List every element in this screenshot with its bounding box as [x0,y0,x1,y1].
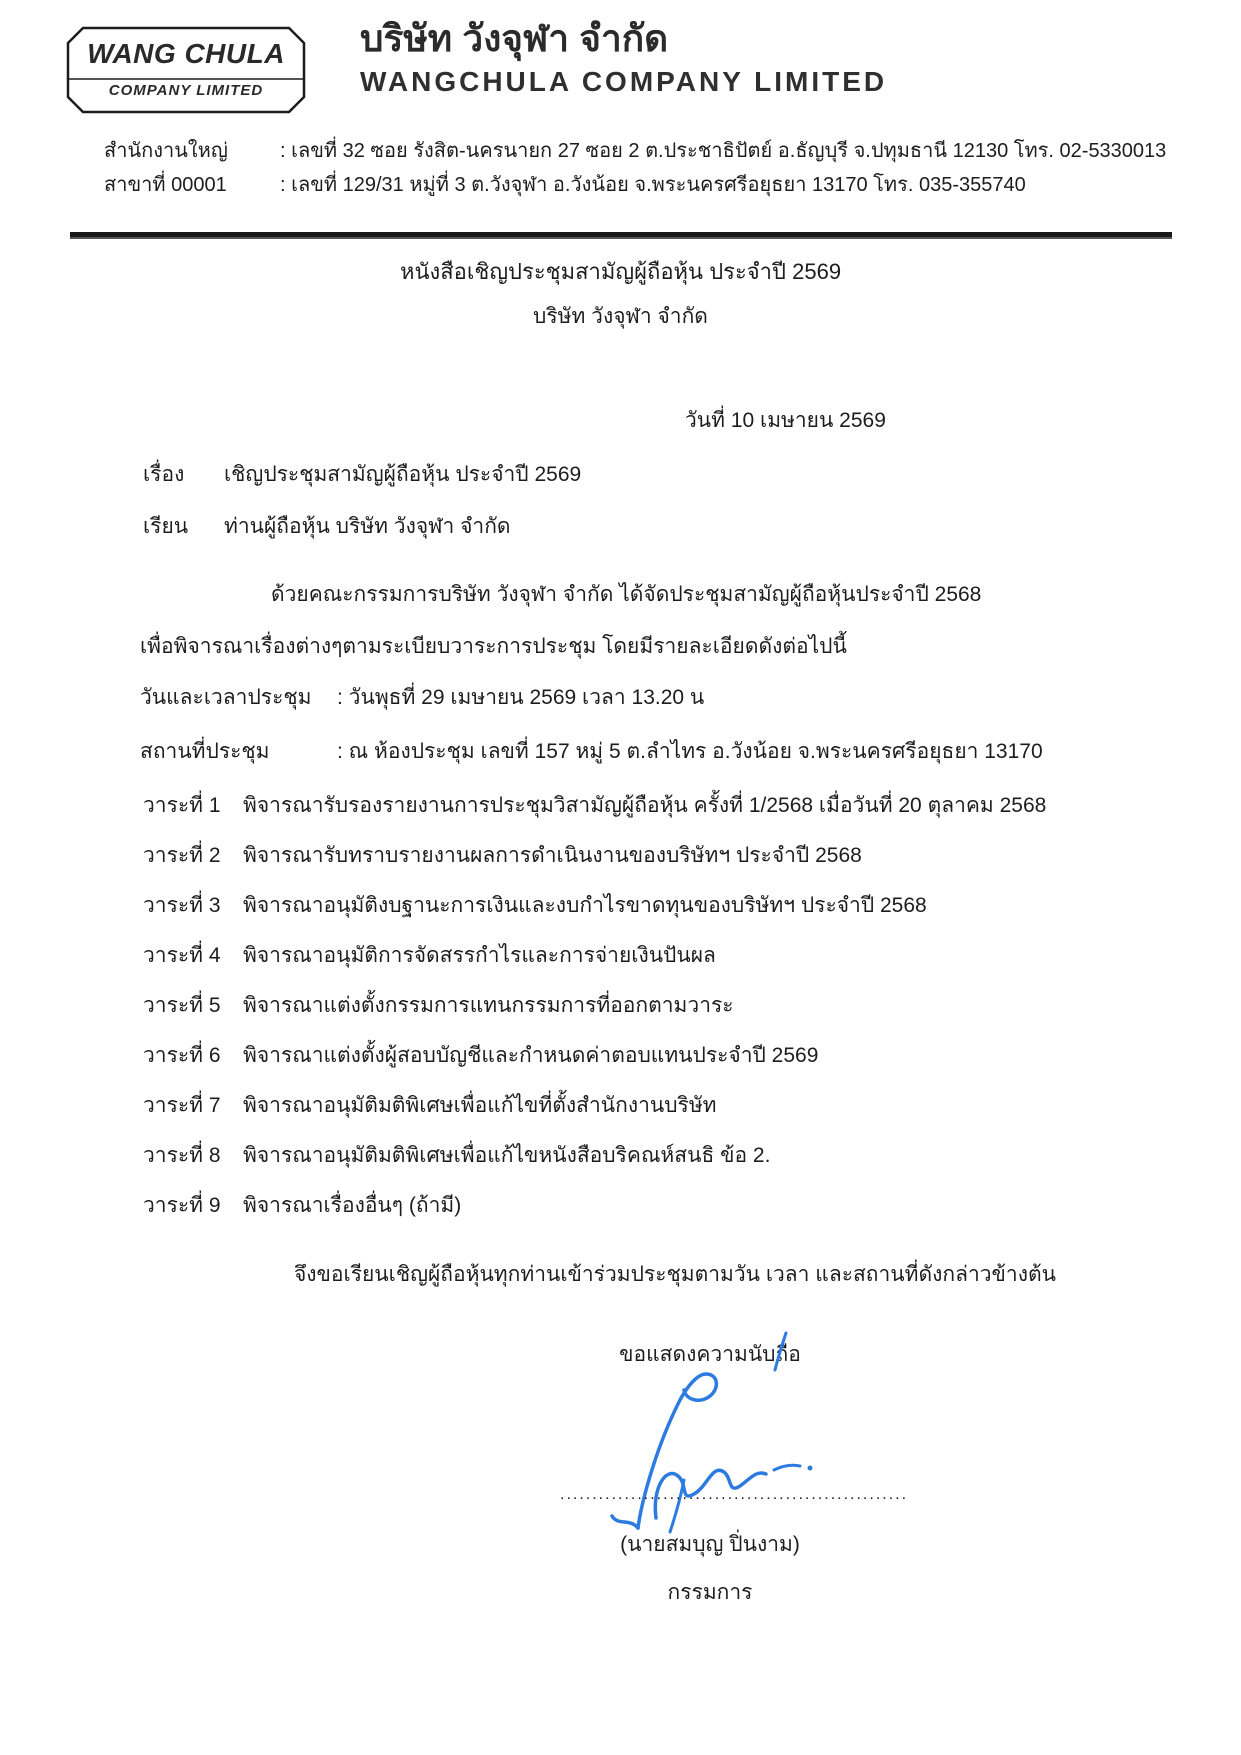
agenda-item [143,1191,1046,1221]
agenda-item-text: พิจารณารับรองรายงานการประชุมวิสามัญผู้ถือหุ้น ครั้งที่ 1/2568 เมื่อวันที่ 20 ตุลาคม 2568 [243,794,1047,817]
agenda-item-label: วาระที่ 4 [143,944,221,967]
letterhead [360,18,887,98]
addressee-value: ท่านผู้ถือหุ้น บริษัท วังจุฬา จำกัด [224,515,511,538]
subject-row [143,460,581,490]
logo-text-company-limited: COMPANY LIMITED [108,82,264,99]
closing-line: จึงขอเรียนเชิญผู้ถือหุ้นทุกท่านเข้าร่วมประชุมตามวัน เวลา และสถานที่ดังกล่าวข้างต้น [294,1263,1056,1286]
subject-label: เรื่อง [143,463,185,486]
meeting-venue-value: : ณ ห้องประชุม เลขที่ 157 หมู่ 5 ต.ลำไทร อ.วังน้อย จ.พระนครศรีอยุธยา 13170 [337,740,1043,763]
agenda-item [143,991,1046,1021]
company-name-english: WANGCHULA COMPANY LIMITED [360,66,888,97]
meeting-venue-row [140,737,1043,767]
branch-value: : เลขที่ 129/31 หมู่ที่ 3 ต.วังจุฬา อ.วังน้อย จ.พระนครศรีอยุธยา 13170 โทร. 035-355740 [280,174,1026,196]
meeting-datetime-value: : วันพุธที่ 29 เมษายน 2569 เวลา 13.20 น [337,686,705,709]
agenda-item-text: พิจารณาอนุมัติการจัดสรรกำไรและการจ่ายเงินปันผล [243,944,716,967]
header-divider-rule [70,232,1172,239]
branch-label: สาขาที่ 00001 [104,174,227,196]
agenda-item [143,1041,1046,1071]
agenda-item-label: วาระที่ 5 [143,994,221,1017]
agenda-item-label: วาระที่ 6 [143,1044,221,1067]
agenda-item-text: พิจารณาอนุมัติมติพิเศษเพื่อแก้ไขที่ตั้งสำนักงานบริษัท [243,1094,717,1117]
head-office-address-row [104,138,1166,164]
agenda-item [143,941,1046,971]
addressee-label: เรียน [143,515,189,538]
agenda-item-label: วาระที่ 8 [143,1144,221,1167]
document-title: หนังสือเชิญประชุมสามัญผู้ถือหุ้น ประจำปี 2569 [399,259,842,284]
head-office-value: : เลขที่ 32 ซอย รังสิต-นครนายก 27 ซอย 2 ต.ประชาธิปัตย์ อ.ธัญบุรี จ.ปทุมธานี 12130 โทร. 02-5330013 [280,140,1167,162]
intro-line-1: ด้วยคณะกรรมการบริษัท วังจุฬา จำกัด ได้จัดประชุมสามัญผู้ถือหุ้นประจำปี 2568 [271,583,982,606]
company-logo [66,26,306,114]
agenda-list [143,791,1046,1241]
branch-address-row [104,172,1026,198]
agenda-item-text: พิจารณาอนุมัติงบฐานะการเงินและงบกำไรขาดทุนของบริษัทฯ ประจำปี 2568 [243,894,927,917]
agenda-item [143,791,1046,821]
agenda-item [143,1091,1046,1121]
agenda-item [143,891,1046,921]
agenda-item-label: วาระที่ 7 [143,1094,221,1117]
agenda-item-label: วาระที่ 9 [143,1194,221,1217]
company-name-thai: บริษัท วังจุฬา จำกัด [360,18,669,59]
letter-date: วันที่ 10 เมษายน 2569 [685,409,886,432]
agenda-item-text: พิจารณารับทราบรายงานผลการดำเนินงานของบริษัทฯ ประจำปี 2568 [243,844,862,867]
signature-dotted-line: ...................................................... [560,1486,909,1503]
agenda-item-text: พิจารณาแต่งตั้งกรรมการแทนกรรมการที่ออกตามวาระ [243,994,734,1017]
addressee-row [143,512,511,542]
meeting-venue-label: สถานที่ประชุม [140,740,270,763]
signer-title: กรรมการ [667,1581,753,1604]
subject-value: เชิญประชุมสามัญผู้ถือหุ้น ประจำปี 2569 [224,463,582,486]
document-subtitle: บริษัท วังจุฬา จำกัด [533,305,708,328]
signoff-line: ขอแสดงความนับถือ [619,1343,801,1366]
agenda-item-label: วาระที่ 1 [143,794,221,817]
intro-line-2: เพื่อพิจารณาเรื่องต่างๆตามระเบียบวาระการประชุม โดยมีรายละเอียดดังต่อไปนี้ [140,635,847,658]
meeting-datetime-row [140,683,704,713]
agenda-item-text: พิจารณาแต่งตั้งผู้สอบบัญชีและกำหนดค่าตอบแทนประจำปี 2569 [243,1044,819,1067]
agenda-item-text: พิจารณาเรื่องอื่นๆ (ถ้ามี) [243,1194,462,1217]
agenda-item-label: วาระที่ 2 [143,844,221,867]
logo-text-wang-chula: WANG CHULA [87,38,285,69]
signature-scribble [600,1368,820,1536]
agenda-item [143,1141,1046,1171]
head-office-label: สำนักงานใหญ่ [104,140,228,162]
meeting-datetime-label: วันและเวลาประชุม [140,686,312,709]
agenda-item-text: พิจารณาอนุมัติมติพิเศษเพื่อแก้ไขหนังสือบริคณห์สนธิ ข้อ 2. [243,1144,771,1167]
agenda-item [143,841,1046,871]
signer-name: (นายสมบุญ ปิ่นงาม) [620,1533,800,1556]
agenda-item-label: วาระที่ 3 [143,894,221,917]
